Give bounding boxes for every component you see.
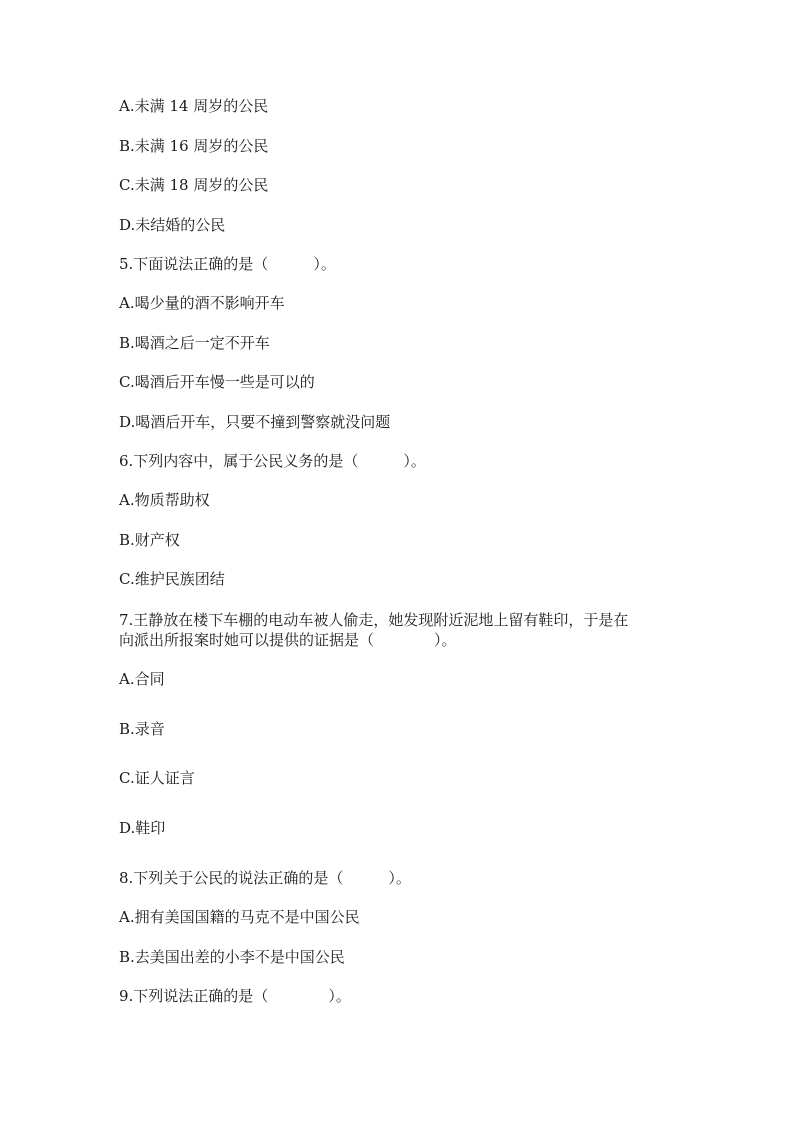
q5-stem: 5.下面说法正确的是（ ）。	[119, 255, 336, 273]
q7-option-a: A.合同	[119, 670, 165, 688]
q8-option-b: B.去美国出差的小李不是中国公民	[119, 948, 345, 966]
q5-option-b: B.喝酒之后一定不开车	[119, 334, 270, 352]
q7-option-c: C.证人证言	[119, 769, 195, 787]
q8-stem: 8.下列关于公民的说法正确的是（ ）。	[119, 869, 411, 887]
q9-stem: 9.下列说法正确的是（ ）。	[119, 987, 351, 1005]
q4-option-c: C.未满 18 周岁的公民	[119, 176, 269, 194]
q7-option-b: B.录音	[119, 720, 165, 738]
q5-option-c: C.喝酒后开车慢一些是可以的	[119, 373, 315, 391]
q4-option-a: A.未满 14 周岁的公民	[119, 97, 269, 115]
q6-option-c: C.维护民族团结	[119, 570, 225, 588]
q7-stem-line1: 7.王静放在楼下车棚的电动车被人偷走，她发现附近泥地上留有鞋印，于是在	[119, 611, 629, 629]
q7-stem-line2: 向派出所报案时她可以提供的证据是（ ）。	[119, 631, 457, 649]
q6-option-b: B.财产权	[119, 531, 180, 549]
q8-option-a: A.拥有美国国籍的马克不是中国公民	[119, 908, 360, 926]
q4-option-d: D.未结婚的公民	[119, 216, 226, 234]
q5-option-a: A.喝少量的酒不影响开车	[119, 294, 285, 312]
q6-option-a: A.物质帮助权	[119, 491, 210, 509]
q4-option-b: B.未满 16 周岁的公民	[119, 137, 269, 155]
q5-option-d: D.喝酒后开车，只要不撞到警察就没问题	[119, 413, 391, 431]
q7-option-d: D.鞋印	[119, 819, 166, 837]
q6-stem: 6.下列内容中，属于公民义务的是（ ）。	[119, 452, 426, 470]
